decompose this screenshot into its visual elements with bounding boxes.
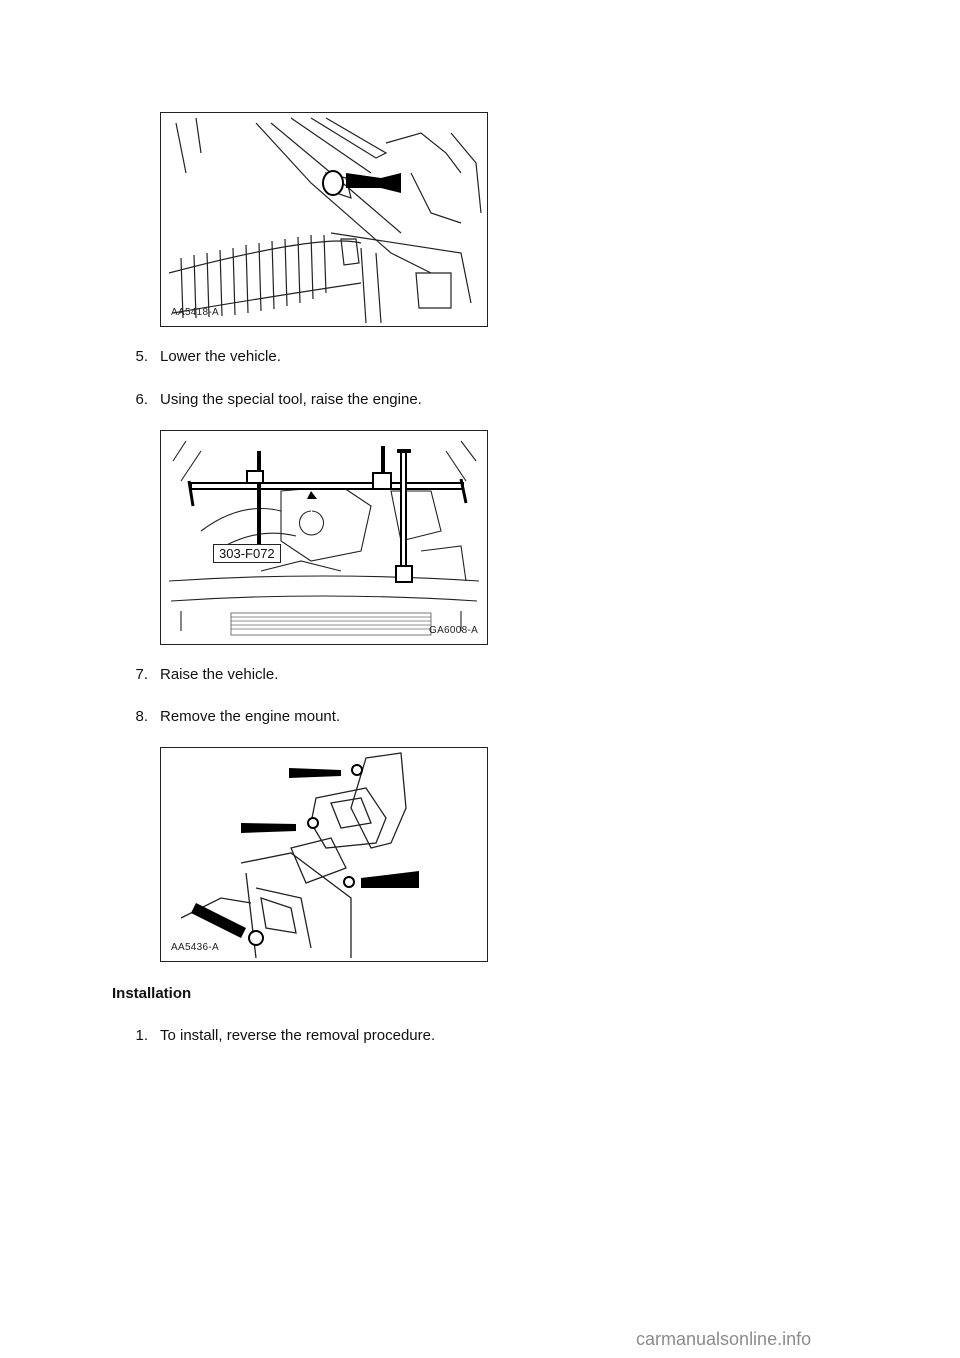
- figure-caption: AA5436-A: [171, 942, 219, 953]
- step-text: To install, reverse the removal procedure.: [160, 1027, 436, 1044]
- step-number: 8.: [135, 708, 148, 725]
- illustration-engine-mount: [160, 747, 488, 962]
- step-number: 5.: [135, 348, 148, 365]
- step-text: Lower the vehicle.: [160, 348, 281, 365]
- illustration-engine-support-tool: [160, 430, 488, 645]
- step-text: Using the special tool, raise the engine.: [160, 391, 422, 408]
- figure-caption: GA6008-A: [429, 625, 479, 636]
- step-text: Raise the vehicle.: [160, 666, 279, 683]
- step-text: Remove the engine mount.: [160, 708, 341, 725]
- step-number: 7.: [135, 666, 148, 683]
- figure-caption: AA5418-A: [171, 307, 219, 318]
- special-tool-label: 303-F072: [213, 544, 281, 563]
- step-number: 1.: [135, 1027, 148, 1044]
- illustration-steering-rack-bolt: [160, 112, 488, 327]
- steering-rack-drawing: [161, 113, 487, 326]
- step-number: 6.: [135, 391, 148, 408]
- section-heading: Installation: [112, 985, 192, 1002]
- watermark-link[interactable]: carmanualsonline.info: [636, 1329, 812, 1349]
- engine-bay-drawing: [161, 431, 487, 644]
- engine-mount-drawing: [161, 748, 487, 961]
